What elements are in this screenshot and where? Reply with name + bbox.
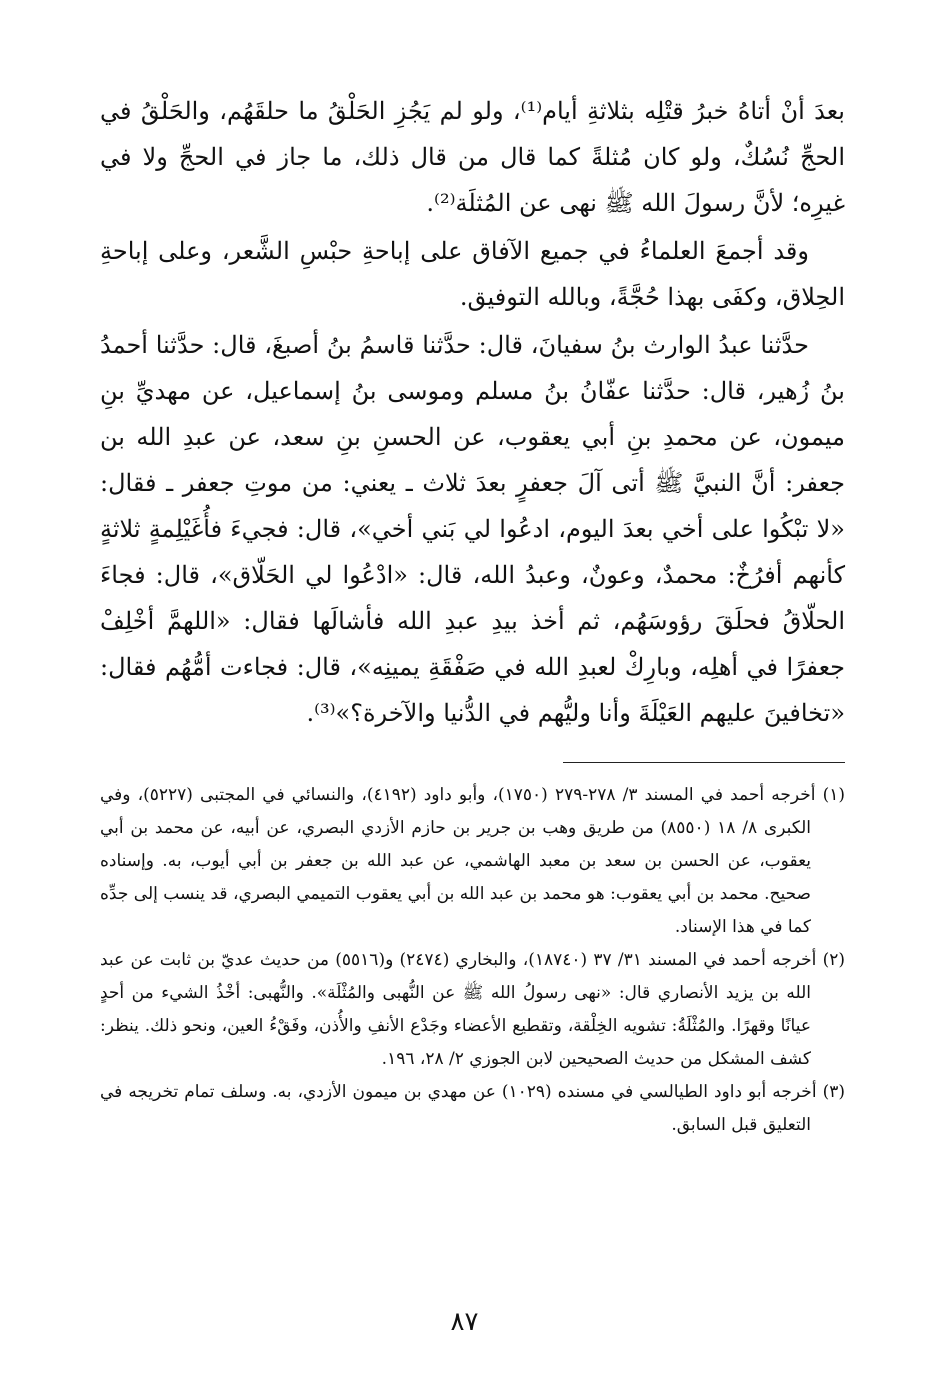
page-content xyxy=(100,88,845,1142)
footnote-divider xyxy=(563,762,845,763)
footnote-1: (١) أخرجه أحمد في المسند ٣/ ٢٧٨-٢٧٩ (١٧٥٠)، وأبو داود (٤١٩٢)، والنسائي في المجتبى (٥٢٢٧)، وفي الكبرى ٨/ ١٨ (٨٥٥٠) من طريق وهب بن جرير بن حازم الأزدي البصري، عن أبيه، عن محمد بن أبي يعقوب، عن الحسن بن سعد بن معبد الهاشمي، عن عبد الله بن جعفر بن أبي أيوب، به. وإسناده صحيح. محمد بن أبي يعقوب: هو محمد بن عبد الله بن أبي يعقوب التميمي البصري، قد ينسب إلى جدِّه كما في هذا الإسناد. xyxy=(100,785,845,937)
paragraph-2: وقد أجمعَ العلماءُ في جميع الآفاق على إباحةِ حبْسِ الشَّعر، وعلى إباحةِ الحِلاق، وكفَى بهذا حُجَّةً، وبالله التوفيق. xyxy=(100,237,845,311)
footnotes xyxy=(100,779,845,1142)
footnote-2: (٢) أخرجه أحمد في المسند ٣١/ ٣٧ (١٨٧٤٠)، والبخاري (٢٤٧٤) و(٥٥١٦) من حديث عديّ بن ثابت عن عبد الله بن يزيد الأنصاري قال: «نهى رسولُ الله ﷺ عن النُّهبى والمُثْلَة». والنُّهبى: أخْذُ الشيء من أحدٍ عيانًا وقهرًا. والمُثْلَةُ: تشويه الخِلْقة، وتقطيع الأعضاء وجَدْع الأنفِ والأُذن، وفَقْءُ العين، ونحو ذلك. ينظر: كشف المشكل من حديث الصحيحين لابن الجوزي ٢/ ٢٨، ١٩٦. xyxy=(100,950,845,1069)
main-text xyxy=(100,88,845,736)
footnote-3: (٣) أخرجه أبو داود الطيالسي في مسنده (١٠٢٩) عن مهدي بن ميمون الأزدي، به. وسلف تمام تخريجه في التعليق قبل السابق. xyxy=(100,1082,845,1135)
paragraph-3: حدَّثنا عبدُ الوارث بنُ سفيانَ، قال: حدَّثنا قاسمُ بنُ أصبغَ، قال: حدَّثنا أحمدُ بنُ زُهير، قال: حدَّثنا عفّانُ بنُ مسلم وموسى بنُ إسماعيل، عن مهديِّ بنِ ميمون، عن محمدِ بنِ أبي يعقوب، عن الحسنِ بنِ سعد، عن عبدِ الله بن جعفر: أنَّ النبيَّ ﷺ أتى آلَ جعفرٍ بعدَ ثلاث ـ يعني: من موتِ جعفر ـ فقال: «لا تبْكُوا على أخي بعدَ اليوم، ادعُوا لي بَني أخي»، قال: فجيءَ فأُغَيْلِمةٍ ثلاثةٍ كأنهم أفرُخٌ: محمدٌ، وعونٌ، وعبدُ الله، قال: «ادْعُوا لي الحَلّاق»، قال: فجاءَ الحلّاقُ فحلَقَ رؤوسَهُم، ثم أخذ بيدِ عبدِ الله فأشالَها فقال: «اللهمَّ أخْلِفْ جعفرًا في أهلِه، وبارِكْ لعبدِ الله في صَفْقَةِ يمينِه»، قال: فجاءت أمُّهُم فقال: «تخافينَ عليهم العَيْلَةَ وأنا وليُّهم في الدُّنيا والآخرة؟»⁽³⁾. xyxy=(100,331,845,727)
paragraph-1: بعدَ أنْ أتاهُ خبرُ قتْلِه بثلاثةِ أيام⁽¹⁾، ولو لم يَجُزِ الحَلْقُ ما حلقَهُم، والحَلْقُ في الحجِّ نُسُكٌ، ولو كان مُثلةً كما قال من قال ذلك، ما جاز في الحجِّ ولا في غيرِه؛ لأنَّ رسولَ الله ﷺ نهى عن المُثلَة⁽²⁾. xyxy=(100,97,845,217)
page-number: ٨٧ xyxy=(450,1307,479,1337)
